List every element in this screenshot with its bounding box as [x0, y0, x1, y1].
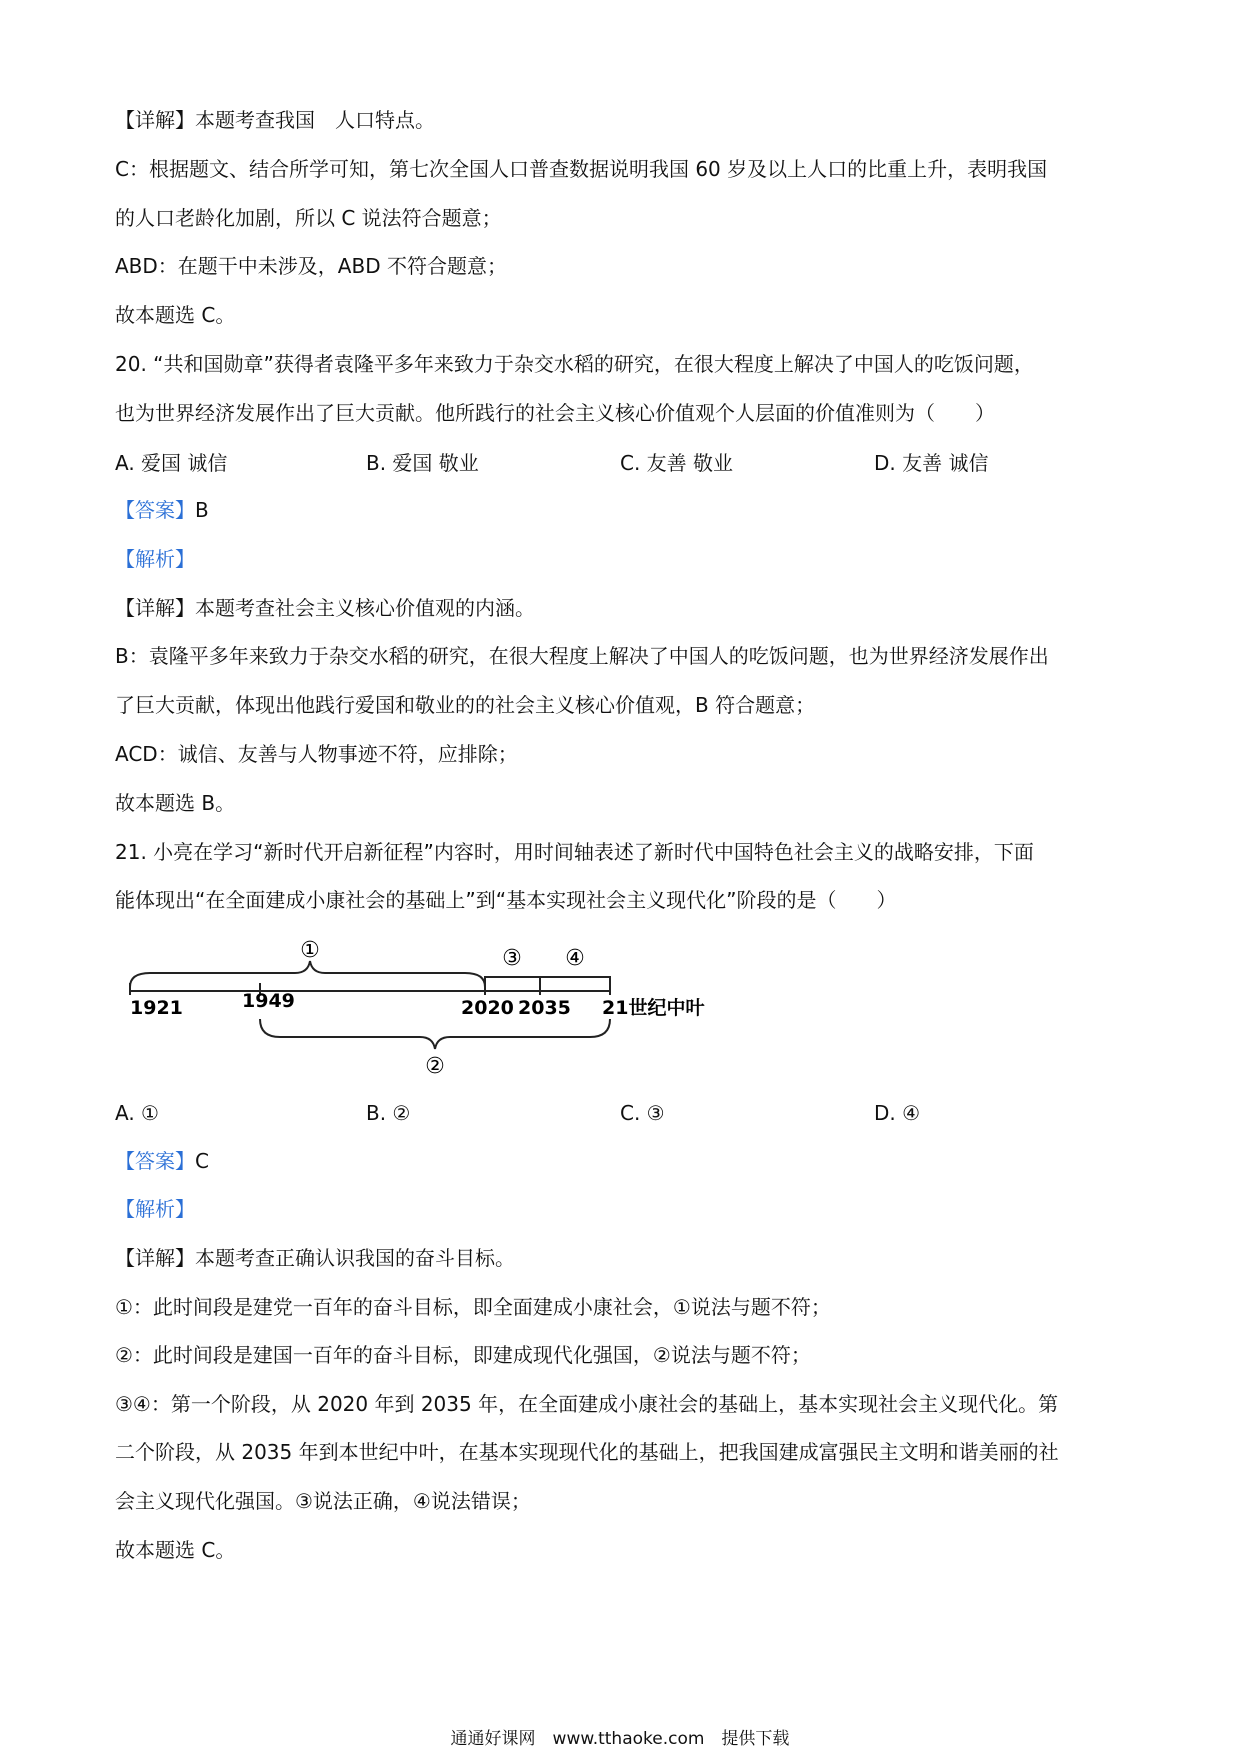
q21-detail-4: ③④：第一个阶段，从 2020 年到 2035 年，在全面建成小康社会的基础上，基本实现社会主义现代化。第 [115, 1392, 1059, 1416]
answer-value: C [195, 1149, 209, 1173]
answer-value: B [195, 498, 209, 522]
q21-detail-7: 故本题选 C。 [115, 1538, 236, 1562]
q20-answer [115, 497, 209, 523]
year-mid-century: 21世纪中叶 [602, 997, 705, 1019]
year-1949: 1949 [242, 990, 295, 1012]
year-2035: 2035 [518, 997, 571, 1019]
q20-detail-2: B：袁隆平多年来致力于杂交水稻的研究，在很大程度上解决了中国人的吃饭问题，也为世界经济发展作出 [115, 644, 1049, 668]
q21-option-b: B. ② [366, 1101, 411, 1125]
detail-line-1: 【详解】本题考查我国 人口特点。 [115, 108, 435, 132]
page-footer: 通通好课网 www.tthaoke.com 提供下载 [450, 1729, 790, 1749]
q20-option-a: A. 爱国 诚信 [115, 451, 228, 475]
q21-stem-line-2: 能体现出“在全面建成小康社会的基础上”到“基本实现社会主义现代化”阶段的是（ ） [115, 888, 897, 912]
q20-option-d: D. 友善 诚信 [874, 451, 989, 475]
q21-analysis-tag: 【解析】 [115, 1197, 195, 1221]
mark-1: ① [300, 938, 320, 963]
detail-line-2: C：根据题文、结合所学可知，第七次全国人口普查数据说明我国 60 岁及以上人口的比重上升，表明我国 [115, 157, 1048, 181]
q20-option-c: C. 友善 敬业 [620, 451, 734, 475]
q20-stem-line-2: 也为世界经济发展作出了巨大贡献。他所践行的社会主义核心价值观个人层面的价值准则为（ ） [115, 401, 995, 425]
detail-line-3: 的人口老龄化加剧，所以 C 说法符合题意； [115, 206, 502, 230]
mark-3: ③ [502, 946, 522, 971]
timeline-figure [120, 935, 740, 1085]
q21-answer [115, 1148, 209, 1174]
q20-stem-line-1: 20. “共和国勋章”获得者袁隆平多年来致力于杂交水稻的研究，在很大程度上解决了中国人的吃饭问题， [115, 352, 1034, 376]
q21-option-d: D. ④ [874, 1101, 921, 1125]
year-2020: 2020 [461, 997, 514, 1019]
q21-option-c: C. ③ [620, 1101, 665, 1125]
q20-analysis-tag: 【解析】 [115, 547, 195, 571]
q20-detail-3: 了巨大贡献，体现出他践行爱国和敬业的的社会主义核心价值观，B 符合题意； [115, 693, 816, 717]
q21-detail-2: ①：此时间段是建党一百年的奋斗目标，即全面建成小康社会，①说法与题不符； [115, 1295, 831, 1319]
year-1921: 1921 [130, 997, 183, 1019]
mark-2: ② [425, 1054, 445, 1079]
q20-option-b: B. 爱国 敬业 [366, 451, 479, 475]
answer-tag: 【答案】 [115, 498, 195, 522]
q21-stem-line-1: 21. 小亮在学习“新时代开启新征程”内容时，用时间轴表述了新时代中国特色社会主义的战略安排，下面 [115, 840, 1034, 864]
detail-line-4: ABD：在题干中未涉及，ABD 不符合题意； [115, 254, 507, 278]
q21-option-a: A. ① [115, 1101, 159, 1125]
q21-detail-5: 二个阶段，从 2035 年到本世纪中叶，在基本实现现代化的基础上，把我国建成富强民主文明和谐美丽的社 [115, 1440, 1059, 1464]
q20-detail-5: 故本题选 B。 [115, 791, 236, 815]
q21-detail-3: ②：此时间段是建国一百年的奋斗目标，即建成现代化强国，②说法与题不符； [115, 1343, 811, 1367]
q20-detail-1: 【详解】本题考查社会主义核心价值观的内涵。 [115, 596, 535, 620]
conclusion-line: 故本题选 C。 [115, 303, 236, 327]
q21-detail-6: 会主义现代化强国。③说法正确，④说法错误； [115, 1489, 531, 1513]
mark-4: ④ [565, 946, 585, 971]
answer-tag: 【答案】 [115, 1149, 195, 1173]
q21-detail-1: 【详解】本题考查正确认识我国的奋斗目标。 [115, 1246, 515, 1270]
q20-detail-4: ACD：诚信、友善与人物事迹不符，应排除； [115, 742, 518, 766]
